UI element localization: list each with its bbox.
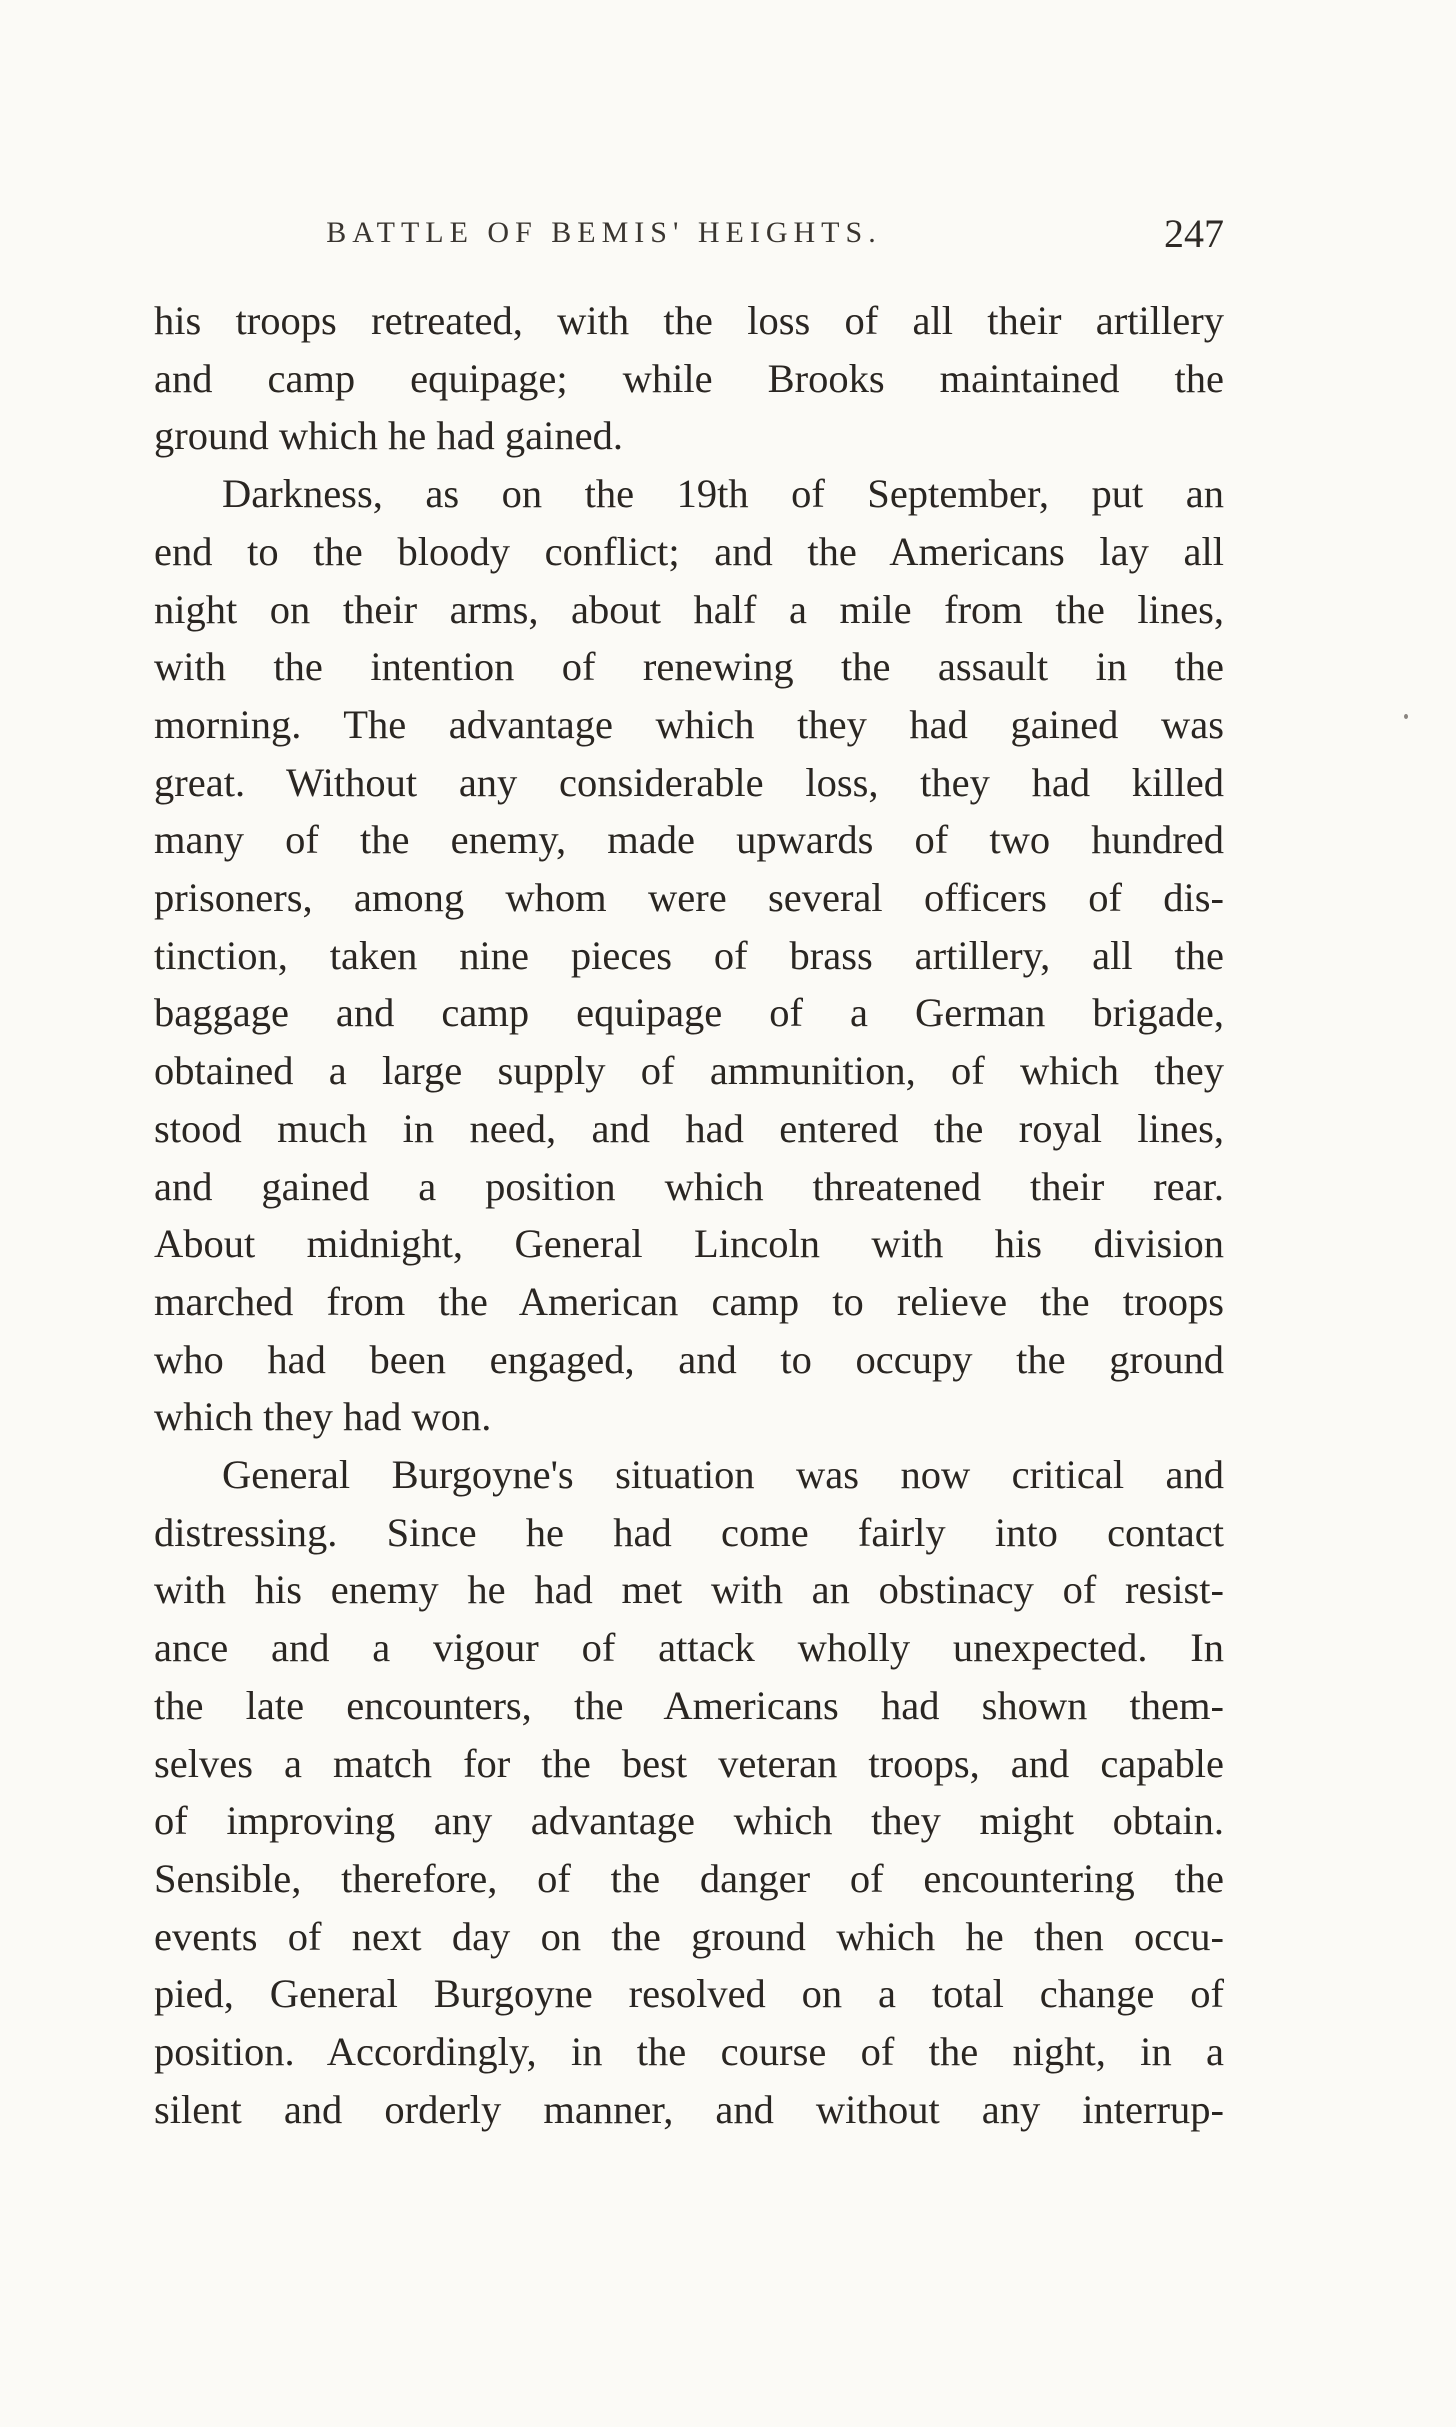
- text-line: end to the bloody conflict; and the Americans lay all: [154, 528, 1224, 574]
- paragraph-2: [154, 465, 1224, 1446]
- text-line: events of next day on the ground which he then occu-: [154, 1913, 1224, 1959]
- text-line: Darkness, as on the 19th of September, put an: [222, 471, 1224, 517]
- text-line: obtained a large supply of ammunition, of which they: [154, 1048, 1224, 1094]
- text-line: many of the enemy, made upwards of two hundred: [154, 817, 1224, 863]
- text-line: who had been engaged, and to occupy the ground: [154, 1336, 1224, 1382]
- text-line: selves a match for the best veteran troops, and capable: [154, 1740, 1224, 1786]
- paragraph-1: [154, 292, 1224, 465]
- text-line: distressing. Since he had come fairly into contact: [154, 1509, 1224, 1555]
- text-line: with his enemy he had met with an obstinacy of resist-: [154, 1567, 1224, 1613]
- text-line: with the intention of renewing the assault in the: [154, 644, 1224, 690]
- text-line: stood much in need, and had entered the royal lines,: [154, 1105, 1224, 1151]
- text-line: ance and a vigour of attack wholly unexpected. In: [154, 1625, 1224, 1671]
- body-text: [154, 292, 1224, 2139]
- text-line: About midnight, General Lincoln with his division: [154, 1221, 1224, 1267]
- text-line: of improving any advantage which they might obtain.: [154, 1798, 1224, 1844]
- text-line: tinction, taken nine pieces of brass artillery, all the: [154, 932, 1224, 978]
- text-line: pied, General Burgoyne resolved on a total change of: [154, 1971, 1224, 2017]
- paper-speck: [1404, 714, 1408, 719]
- text-line: his troops retreated, with the loss of all their artillery: [154, 298, 1224, 343]
- text-line: General Burgoyne's situation was now critical and: [222, 1452, 1224, 1498]
- text-line: and gained a position which threatened their rear.: [154, 1163, 1224, 1209]
- text-line: prisoners, among whom were several officers of dis-: [154, 875, 1224, 921]
- text-line: baggage and camp equipage of a German brigade,: [154, 990, 1224, 1036]
- text-line: silent and orderly manner, and without any interrup-: [154, 2086, 1224, 2132]
- running-head: [154, 210, 1224, 270]
- page-number: 247: [1164, 211, 1224, 256]
- text-line: marched from the American camp to relieve the troops: [154, 1278, 1224, 1324]
- running-title: BATTLE OF BEMIS' HEIGHTS.: [326, 216, 882, 249]
- text-line: great. Without any considerable loss, they had killed: [154, 759, 1224, 805]
- text-line: morning. The advantage which they had gained was: [154, 701, 1224, 747]
- text-line: night on their arms, about half a mile from the lines,: [154, 586, 1224, 632]
- text-line: the late encounters, the Americans had shown them-: [154, 1682, 1224, 1728]
- paragraph-3: [154, 1446, 1224, 2138]
- text-line: which they had won.: [154, 1394, 492, 1440]
- text-line: and camp equipage; while Brooks maintained the: [154, 355, 1224, 401]
- text-line: position. Accordingly, in the course of the night, in a: [154, 2029, 1224, 2075]
- book-page: [154, 210, 1224, 2139]
- text-line: Sensible, therefore, of the danger of encountering the: [154, 1855, 1224, 1901]
- text-line: ground which he had gained.: [154, 413, 623, 459]
